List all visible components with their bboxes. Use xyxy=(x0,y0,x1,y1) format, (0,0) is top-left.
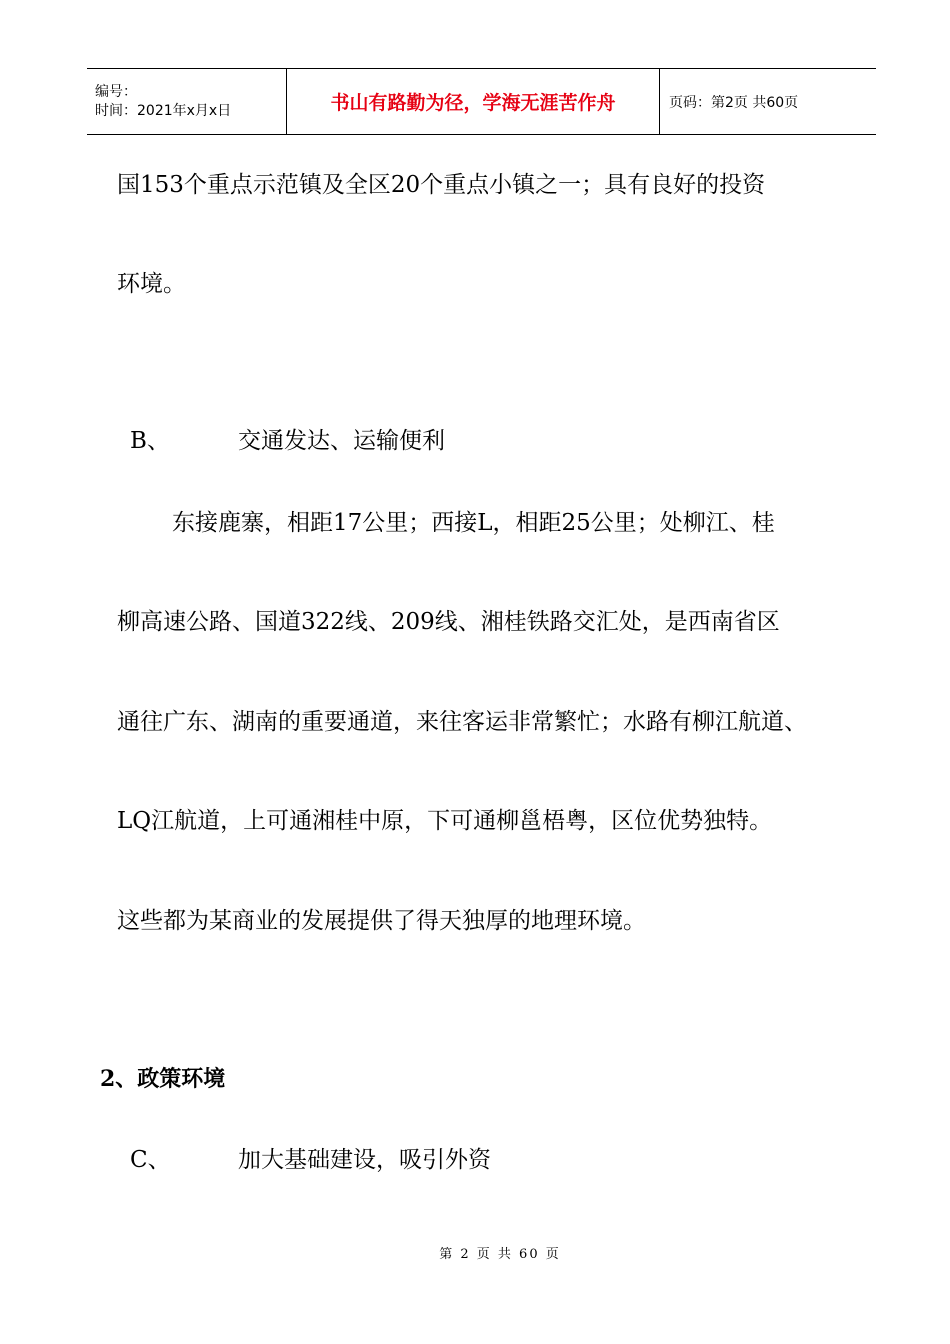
section-heading: 2、政策环境 xyxy=(100,1066,226,1092)
subsection-letter: C、 xyxy=(130,1147,171,1173)
body-line: 东接鹿寨，相距17公里；西接L，相距25公里；处柳江、桂 xyxy=(172,510,775,536)
doc-time-label: 时间：2021年x月x日 xyxy=(95,102,232,119)
page-footer: 第 2 页 共 60 页 xyxy=(439,1247,561,1262)
page-header xyxy=(87,68,876,135)
body-line: LQ江航道，上可通湘桂中原，下可通柳邕梧粤，区位优势独特。 xyxy=(117,808,773,834)
body-line: 通往广东、湖南的重要通道，来往客运非常繁忙；水路有柳江航道、 xyxy=(117,709,807,735)
body-line: 环境。 xyxy=(117,271,186,297)
header-meta xyxy=(87,69,287,134)
subsection-title: 加大基础建设，吸引外资 xyxy=(238,1147,491,1173)
body-line: 柳高速公路、国道322线、209线、湘桂铁路交汇处，是西南省区 xyxy=(117,609,780,635)
header-page-info: 页码：第2页 共60页 xyxy=(669,94,799,111)
subsection-letter: B、 xyxy=(130,428,170,454)
body-line: 国153个重点示范镇及全区20个重点小镇之一；具有良好的投资 xyxy=(117,172,766,198)
subsection-title: 交通发达、运输便利 xyxy=(238,428,445,454)
header-motto: 书山有路勤为径，学海无涯苦作舟 xyxy=(287,69,660,134)
doc-number-label: 编号： xyxy=(95,83,137,100)
body-line: 这些都为某商业的发展提供了得天独厚的地理环境。 xyxy=(117,908,646,934)
